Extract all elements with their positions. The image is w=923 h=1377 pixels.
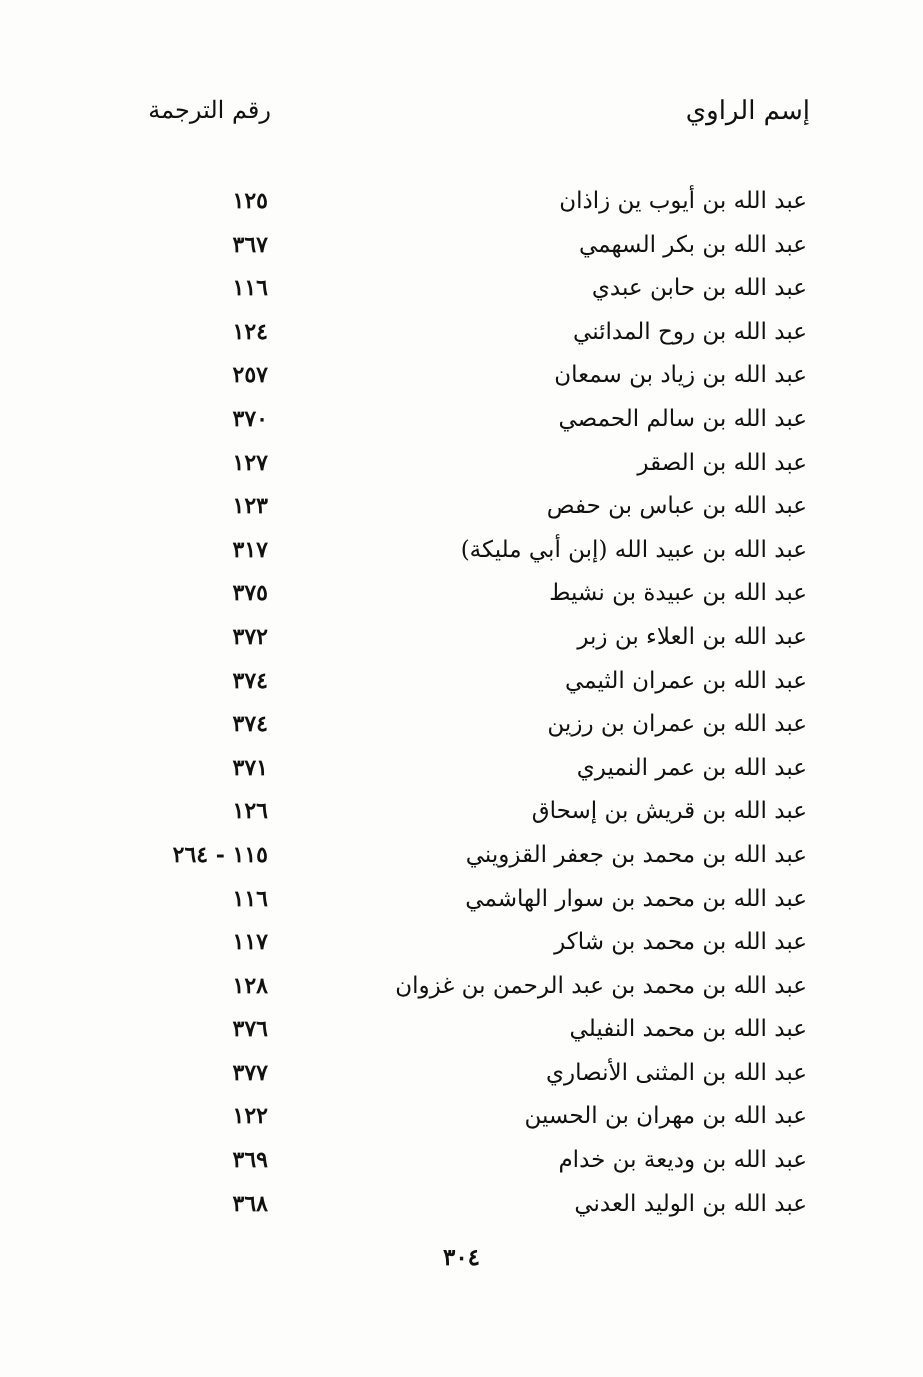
biography-number: ١١٥ - ٢٦٤: [172, 841, 268, 868]
index-row: [0, 1009, 923, 1053]
narrator-name: عبد الله بن قريش بن إسحاق: [531, 798, 807, 825]
index-row: [0, 791, 923, 835]
biography-number: ١١٧: [232, 929, 268, 956]
column-header-biography-number: رقم الترجمة: [148, 96, 271, 124]
biography-number: ٣٦٩: [232, 1147, 268, 1174]
narrator-index-list: [0, 181, 923, 1227]
index-row: [0, 661, 923, 705]
narrator-name: عبد الله بن بكر السهمي: [578, 231, 807, 258]
narrator-name: عبد الله بن حابن عبدي: [591, 275, 807, 302]
index-row: [0, 879, 923, 923]
index-row: [0, 268, 923, 312]
biography-number: ٣٧٦: [232, 1016, 268, 1043]
biography-number: ٣٧٤: [232, 711, 268, 738]
narrator-name: عبد الله بن مهران بن الحسين: [524, 1103, 807, 1130]
narrator-name: عبد الله بن سالم الحمصي: [558, 405, 807, 432]
biography-number: ٣٧٥: [232, 580, 268, 607]
index-row: [0, 922, 923, 966]
biography-number: ١٢٢: [232, 1103, 268, 1130]
biography-number: ٢٥٧: [232, 362, 268, 389]
narrator-name: عبد الله بن وديعة بن خدام: [558, 1147, 807, 1174]
narrator-name: عبد الله بن محمد النفيلي: [569, 1016, 807, 1043]
biography-number: ٣١٧: [232, 536, 268, 563]
biography-number: ١٢٨: [232, 972, 268, 999]
index-row: [0, 617, 923, 661]
index-row: [0, 443, 923, 487]
narrator-name: عبد الله بن محمد بن عبد الرحمن بن غزوان: [395, 972, 807, 999]
narrator-name: عبد الله بن عمران بن رزين: [547, 711, 807, 738]
biography-number: ١٢٣: [232, 493, 268, 520]
narrator-name: عبد الله بن الصقر: [637, 449, 807, 476]
narrator-name: عبد الله بن الوليد العدني: [574, 1190, 807, 1217]
index-row: [0, 486, 923, 530]
biography-number: ١٢٤: [232, 318, 268, 345]
page-number: ٣٠٤: [442, 1244, 481, 1271]
index-row: [0, 1053, 923, 1097]
index-row: [0, 355, 923, 399]
index-row: [0, 181, 923, 225]
biography-number: ٣٦٨: [232, 1190, 268, 1217]
biography-number: ٣٧١: [232, 754, 268, 781]
index-row: [0, 835, 923, 879]
biography-number: ١٢٥: [232, 188, 268, 214]
narrator-name: عبد الله بن زياد بن سمعان: [554, 362, 807, 389]
index-row: [0, 704, 923, 748]
index-row: [0, 225, 923, 269]
biography-number: ١١٦: [232, 885, 268, 912]
narrator-name: عبد الله بن أيوب ين زاذان: [559, 188, 807, 214]
biography-number: ٣٧٧: [232, 1059, 268, 1086]
index-row: [0, 1096, 923, 1140]
narrator-name: عبد الله بن عمر النميري: [576, 754, 807, 781]
index-row: [0, 312, 923, 356]
index-row: [0, 399, 923, 443]
narrator-name: عبد الله بن محمد بن شاكر: [554, 929, 807, 956]
narrator-name: عبد الله بن محمد بن جعفر القزويني: [465, 841, 807, 868]
narrator-name: عبد الله بن عمران الثيمي: [565, 667, 807, 694]
column-header-narrator-name: إسم الراوي: [685, 96, 810, 126]
index-row: [0, 966, 923, 1010]
narrator-name: عبد الله بن محمد بن سوار الهاشمي: [465, 885, 807, 912]
narrator-name: عبد الله بن المثنى الأنصاري: [546, 1059, 807, 1086]
index-row: [0, 1184, 923, 1228]
biography-number: ٣٧٤: [232, 667, 268, 694]
narrator-name: عبد الله بن عبيد الله (إبن أبي مليكة): [460, 536, 807, 563]
narrator-name: عبد الله بن عبيدة بن نشيط: [549, 580, 807, 607]
index-row: [0, 530, 923, 574]
biography-number: ١٢٧: [232, 449, 268, 476]
narrator-name: عبد الله بن عباس بن حفص: [546, 493, 807, 520]
biography-number: ٣٦٧: [232, 231, 268, 258]
narrator-name: عبد الله بن روح المدائني: [573, 318, 807, 345]
biography-number: ٣٧٠: [232, 405, 268, 432]
index-row: [0, 748, 923, 792]
biography-number: ٣٧٢: [232, 623, 268, 650]
biography-number: ١١٦: [232, 275, 268, 302]
narrator-name: عبد الله بن العلاء بن زبر: [577, 623, 807, 650]
index-row: [0, 573, 923, 617]
biography-number: ١٢٦: [232, 798, 268, 825]
index-row: [0, 1140, 923, 1184]
